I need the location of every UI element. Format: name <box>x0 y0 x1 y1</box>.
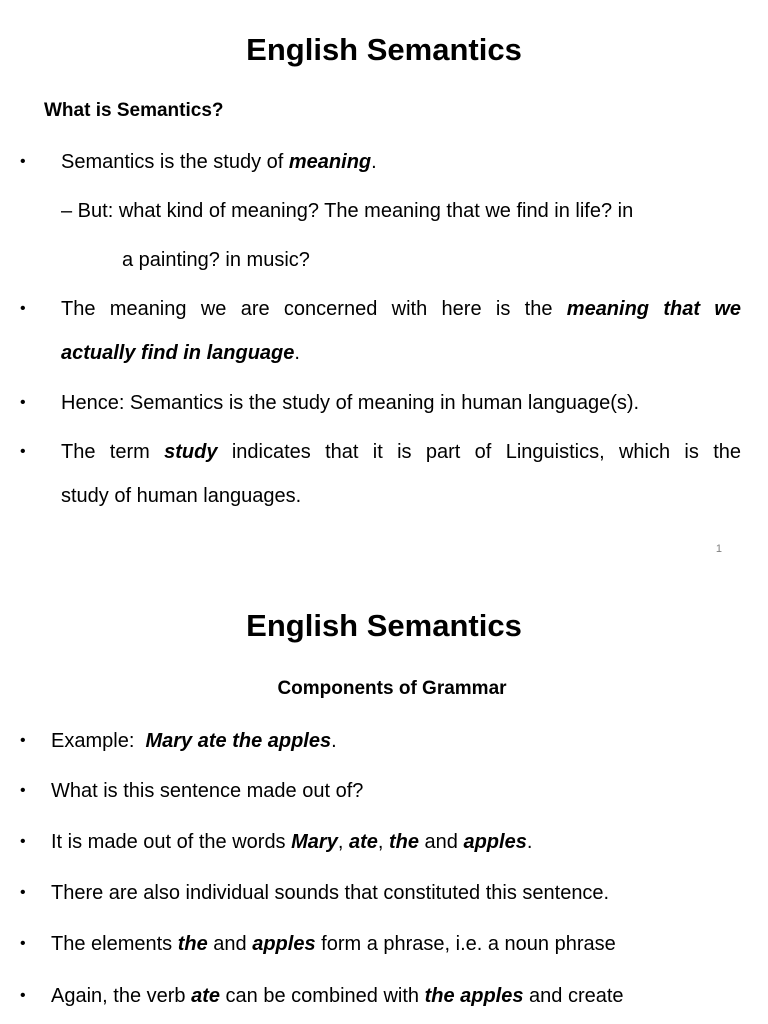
emphasis-text: actually find in language <box>61 342 295 364</box>
bullet-icon: • <box>20 987 26 1004</box>
bullet-icon: • <box>20 153 26 170</box>
bullet-text: , <box>337 831 349 853</box>
bullet-text: . <box>294 342 300 364</box>
slide-1-subtitle: What is Semantics? <box>44 100 224 121</box>
bullet-icon: • <box>20 443 26 460</box>
bullet-icon: • <box>20 782 26 799</box>
slide-2-bullet-4: There are also individual sounds that constituted this sentence. <box>51 882 610 904</box>
slide-2-title: English Semantics <box>246 608 522 643</box>
bullet-text: form a phrase, i.e. a noun phrase <box>315 933 616 955</box>
emphasis-text: apples <box>252 933 316 955</box>
bullet-icon: • <box>20 884 26 901</box>
bullet-text: . <box>526 831 533 853</box>
emphasis-text: apples <box>463 831 527 853</box>
emphasis-text: the apples <box>424 985 524 1007</box>
bullet-icon: • <box>20 935 26 952</box>
emphasis-text: ate <box>191 985 220 1007</box>
emphasis-text: Mary <box>291 831 338 853</box>
emphasis-text: the <box>177 933 208 955</box>
emphasis-text: Mary ate the apples <box>145 730 332 752</box>
slide-1-bullet-3: Hence: Semantics is the study of meaning in human language(s). <box>61 392 640 414</box>
emphasis-text: meaning that we <box>566 298 741 320</box>
bullet-icon: • <box>20 732 26 749</box>
bullet-text: Example: <box>51 730 146 752</box>
slide-1-bullet-1 <box>61 140 377 184</box>
slide-2-subtitle: Components of Grammar <box>277 678 507 699</box>
page-number: 1 <box>715 543 722 555</box>
bullet-text: . <box>331 730 337 752</box>
bullet-text: Again, the verb <box>51 985 192 1007</box>
bullet-icon: • <box>20 833 26 850</box>
slide-1-bullet-4-line-1 <box>61 430 741 474</box>
bullet-text: The meaning we are concerned with here is the <box>61 298 567 320</box>
emphasis-text: study <box>164 441 218 463</box>
slide-2-bullet-6 <box>51 974 624 1018</box>
bullet-text: Semantics is the study of <box>61 151 289 173</box>
bullet-text: It is made out of the words <box>51 831 292 853</box>
bullet-text: indicates that it is part of Linguistics, which is the <box>217 441 742 463</box>
emphasis-text: ate <box>348 831 378 853</box>
slide-1-bullet-2-line-1 <box>61 287 741 331</box>
bullet-text: and <box>207 933 253 955</box>
bullet-text: can be combined with <box>220 985 425 1007</box>
slide-1-bullet-2-line-2 <box>61 331 300 375</box>
bullet-text: and <box>418 831 464 853</box>
bullet-icon: • <box>20 394 26 411</box>
emphasis-text: the <box>388 831 419 853</box>
slide-2 <box>0 570 768 1024</box>
slide-2-bullet-2: What is this sentence made out of? <box>51 780 364 802</box>
slide-1-bullet-4-line-2: study of human languages. <box>61 485 302 507</box>
slide-2-bullet-1 <box>51 719 337 763</box>
bullet-text: The elements <box>51 933 178 955</box>
bullet-text: , <box>377 831 389 853</box>
slide-2-bullet-5 <box>51 922 616 966</box>
bullet-icon: • <box>20 300 26 317</box>
slide-2-bullet-3 <box>51 820 532 864</box>
slide-1-title: English Semantics <box>246 32 522 67</box>
emphasis-text: meaning <box>288 151 372 173</box>
bullet-text: . <box>371 151 377 173</box>
slide-1-sub-bullet-line-1: – But: what kind of meaning? The meaning that we find in life? in <box>61 200 634 222</box>
bullet-text: The term <box>61 441 165 463</box>
bullet-text: and create <box>523 985 624 1007</box>
slide-1-sub-bullet-line-2: a painting? in music? <box>122 249 310 271</box>
